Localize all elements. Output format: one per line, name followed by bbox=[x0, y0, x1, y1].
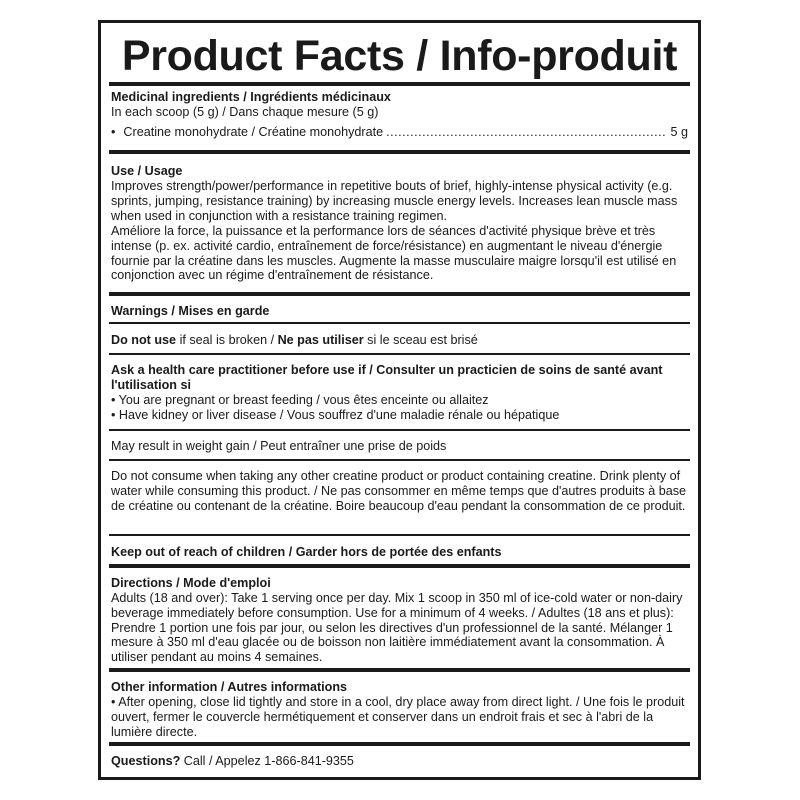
medicinal-heading: Medicinal ingredients / Ingrédients médicinaux bbox=[111, 90, 391, 104]
medicinal-divider bbox=[109, 150, 690, 154]
leader-dots bbox=[386, 125, 667, 140]
warnings-divider-1 bbox=[109, 322, 690, 324]
directions-text: Adults (18 and over): Take 1 serving once per day. Mix 1 scoop in 350 ml of ice-cold water or non-dairy beverage immediately before consumption. Use for a minimum of 4 weeks. / Adultes (18 ans et plus): Prendre 1 portion une fois par jour, ou selon les directives d'un professionnel de la santé. Mélanger 1 mesure à 350 ml d'eau glacée ou de boisson non laitière immédiatement avant la consommation. À utiliser pendant au moins 4 semaines. bbox=[111, 591, 683, 665]
seal-warning: Do not use if seal is broken / Ne pas utiliser si le sceau est brisé bbox=[111, 333, 478, 347]
warnings-divider-4 bbox=[109, 459, 690, 461]
use-divider bbox=[109, 292, 690, 296]
panel-title: Product Facts / Info-produit bbox=[121, 32, 678, 80]
other-info-divider bbox=[109, 742, 690, 746]
warnings-divider-2 bbox=[109, 353, 690, 355]
warnings-end-divider bbox=[109, 564, 690, 568]
ingredient-bullet: • bbox=[111, 125, 116, 139]
warnings-heading: Warnings / Mises en garde bbox=[111, 304, 270, 318]
other-info-heading: Other information / Autres informations bbox=[111, 680, 348, 694]
ingredient-name: Creatine monohydrate / Créatine monohydrate bbox=[123, 125, 384, 139]
directions-heading: Directions / Mode d'emploi bbox=[111, 576, 271, 590]
ask-practitioner-heading: Ask a health care practitioner before use if / Consulter un practicien de soins de santé avant l'utilisation si bbox=[111, 363, 663, 392]
product-facts-panel bbox=[98, 20, 701, 780]
questions-label: Questions? bbox=[111, 754, 181, 768]
warnings-divider-5 bbox=[109, 534, 690, 536]
questions-line bbox=[111, 754, 688, 769]
questions-phone: Call / Appelez 1-866-841-9355 bbox=[180, 754, 354, 768]
use-french: Améliore la force, la puissance et la performance lors de séances d'activité physique brève et très intense (p. ex. activité cardio, entraînement de force/résistance) en augmentant le niveau d'énergie fournie par la créatine dans les muscles. Augmente la masse musculaire maigre lorsqu'il est utilisé en conjonction avec un régime d'entraînement de résistance. bbox=[111, 224, 677, 283]
warnings-divider-3 bbox=[109, 429, 690, 431]
ingredient-amount: 5 g bbox=[670, 125, 688, 139]
creatine-warning: Do not consume when taking any other creatine product or product containing creatine. Drink plenty of water while consuming this product. / Ne pas consommer en même temps que d'autres produits à base de créatine ou contenant de la créatine. Boire beaucoup d'eau pendant la consommation de ce produit. bbox=[111, 469, 687, 513]
directions-divider bbox=[109, 668, 690, 672]
use-heading: Use / Usage bbox=[111, 164, 183, 178]
ask-item-kidney: • Have kidney or liver disease / Vous souffrez d'une maladie rénale ou hépatique bbox=[111, 408, 560, 422]
title-divider bbox=[109, 82, 690, 86]
weight-gain-warning: May result in weight gain / Peut entraîner une prise de poids bbox=[111, 439, 447, 453]
other-info-text: • After opening, close lid tightly and store in a cool, dry place away from direct light. / Une fois le produit ouvert, fermer le couvercle hermétiquement et conserver dans un endroit frais et sec à l'abri de la lumière directe. bbox=[111, 695, 685, 739]
ask-item-pregnant: • You are pregnant or breast feeding / vous êtes enceinte ou allaitez bbox=[111, 393, 489, 407]
use-english: Improves strength/power/performance in repetitive bouts of brief, highly-intense physical activity (e.g. sprints, jumping, resistance training) by increasing muscle energy levels. Increases lean muscle mass when used in conjunction with a resistance training regimen. bbox=[111, 179, 678, 223]
children-warning: Keep out of reach of children / Garder hors de portée des enfants bbox=[111, 545, 502, 559]
serving-size: In each scoop (5 g) / Dans chaque mesure (5 g) bbox=[111, 105, 379, 119]
ingredient-row bbox=[111, 125, 688, 140]
